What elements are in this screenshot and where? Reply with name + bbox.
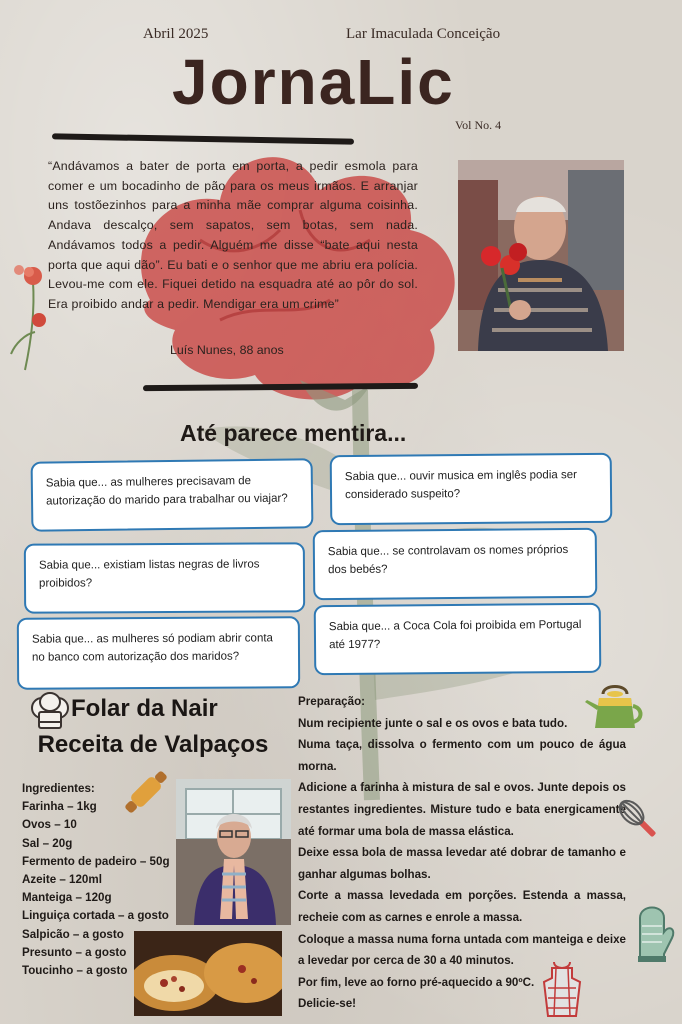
preparation-step: Num recipiente junte o sal e os ovos e bata tudo.: [298, 716, 568, 730]
ingredient-item: Toucinho – a gosto: [22, 964, 128, 978]
quote-author: Luís Nunes, 88 anos: [170, 343, 284, 357]
recipe-title: Folar da Nair: [71, 695, 218, 722]
fact-card-2: [330, 453, 613, 525]
preparation-step: Corte a massa levedada em porções. Estenda a massa, recheie com as carnes e enrole a massa.: [298, 889, 626, 924]
preparation-step: Coloque a massa numa forna untada com manteiga e deixe a levedar por cerca de 30 a 40 minutos.: [298, 932, 626, 968]
oven-mitt-icon: [628, 898, 676, 964]
whisk-icon: [614, 796, 662, 842]
facts-section-title: Até parece mentira...: [180, 420, 407, 446]
institution-name: Lar Imaculada Conceição: [346, 26, 501, 42]
fact-text-6: Sabia que... a Coca Cola foi proibida em Portugal até 1977?: [328, 618, 582, 652]
fact-card-1: [31, 458, 314, 531]
apron-icon: [540, 958, 584, 1018]
folar-bread-photo: [134, 931, 282, 1016]
fact-text-3: Sabia que... existiam listas negras de livros proibidos?: [38, 558, 260, 590]
ingredient-item: Sal – 20g: [22, 836, 73, 850]
preparation-step: Deixe essa bola de massa levedar até dobrar de tamanho e ganhar algumas bolhas.: [298, 846, 626, 881]
ingredient-item: Ovos – 10: [22, 818, 77, 832]
fact-text-2: Sabia que... ouvir musica em inglês podia ser considerado suspeito?: [344, 469, 577, 502]
ingredient-item: Presunto – a gosto: [22, 945, 127, 959]
preparation-label: Preparação:: [298, 695, 366, 708]
volume-number: Vol No. 4: [455, 118, 502, 132]
fact-card-3: [24, 542, 305, 613]
fact-card-6: [314, 603, 602, 676]
preparation-step: Por fim, leve ao forno pré-aquecido a 90ºC.: [298, 975, 535, 989]
ingredients-label: Ingredientes:: [22, 782, 95, 795]
preparation-step: Adicione a farinha à mistura de sal e ovos. Junte depois os restantes ingredientes. Misture tudo e bata energicamente até formar uma bola de massa elástica.: [298, 781, 626, 838]
recipe-subtitle: Receita de Valpaços: [37, 731, 269, 758]
issue-date: Abril 2025: [143, 26, 209, 42]
ingredient-item: Salpicão – a gosto: [22, 927, 124, 941]
fact-card-4: [313, 528, 598, 600]
quote-text: “Andávamos a bater de porta em porta, a pedir esmola para comer e um bocadinho de pão para os meus irmãos. E arranjar uns tostõezinhos para a minha mãe comprar alguma coisinha. Andava descalço, sem sapatos, sem botas, sem nada. Andávamos todos a pedir. Alguém me disse “bate aqui nesta porta que aqui dão”. Eu bati e o senhor que me abriu era polícia. Levou-me com ele. Fiquei detido na esquadra até ao pôr do sol. Era proibido andar a pedir. Mendigar era um crime”: [48, 159, 418, 311]
ingredient-item: Linguiça cortada – a gosto: [22, 909, 169, 923]
portrait-photo-woman: [176, 779, 291, 925]
preparation-step: Numa taça, dissolva o fermento com um pouco de água morna.: [298, 738, 626, 773]
kettle-icon: [583, 680, 645, 732]
masthead-title: JornaLic: [172, 46, 455, 118]
ingredient-item: Farinha – 1kg: [22, 800, 97, 814]
ingredient-item: Azeite – 120ml: [22, 873, 102, 887]
fact-text-5: Sabia que... as mulheres só podiam abrir conta no banco com autorização dos maridos?: [31, 632, 273, 664]
chef-hat-icon: [30, 692, 70, 732]
ingredient-item: Manteiga – 120g: [22, 891, 112, 905]
preparation-step: Delicie-se!: [298, 997, 356, 1011]
portrait-photo-man: [458, 160, 624, 351]
fact-card-5: [17, 616, 300, 689]
fact-text-4: Sabia que... se controlavam os nomes próprios dos bebés?: [327, 544, 569, 577]
fact-text-1: Sabia que... as mulheres precisavam de autorização do marido para trabalhar ou viajar?: [45, 475, 288, 508]
ingredient-item: Fermento de padeiro – 50g: [22, 854, 170, 868]
